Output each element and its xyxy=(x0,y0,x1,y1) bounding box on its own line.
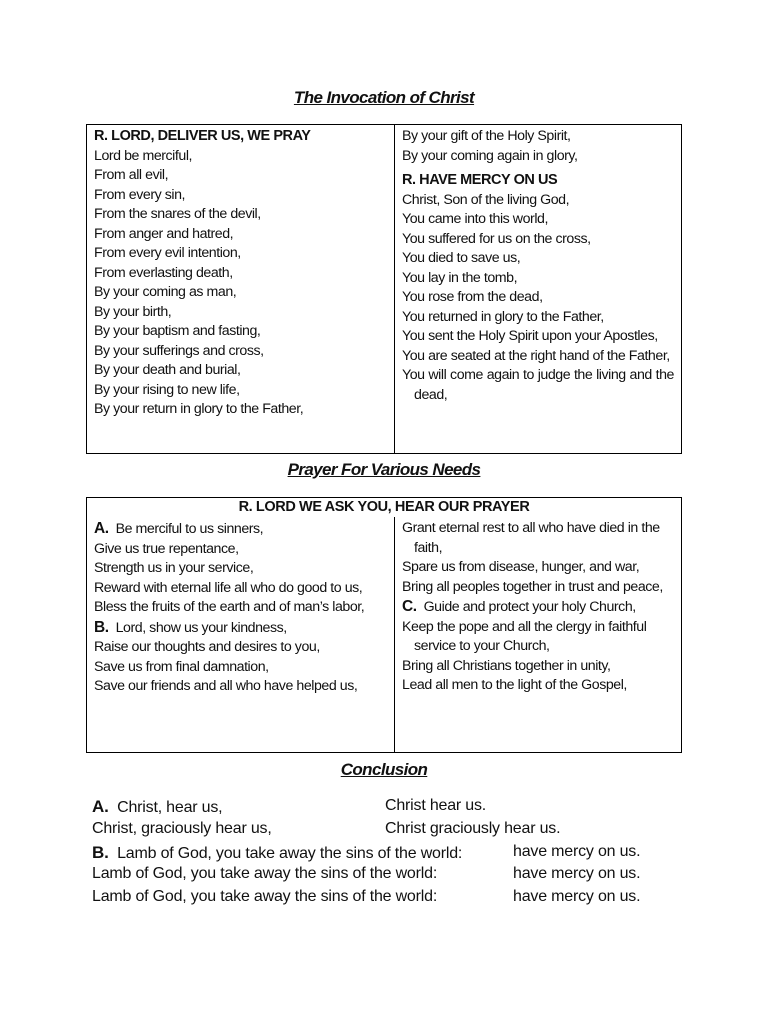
response-have-mercy: R. HAVE MERCY ON US xyxy=(402,172,558,188)
list-item: By your death and burial, xyxy=(94,362,241,378)
conclusion-reply: Christ graciously hear us. xyxy=(385,820,561,837)
needs-a-list xyxy=(94,540,387,618)
section-title-conclusion: Conclusion xyxy=(340,760,428,779)
invocation-right-top-list xyxy=(402,127,674,166)
list-item: Lord be merciful, xyxy=(94,147,193,164)
conclusion-reply: have mercy on us. xyxy=(513,865,641,882)
marker-c: C. xyxy=(402,598,417,615)
list-item: Save our friends and all who have helped us, xyxy=(94,678,358,694)
marker-a: A. xyxy=(94,520,109,537)
needs-c-list xyxy=(402,618,674,696)
list-item: Reward with eternal life all who do good to us, xyxy=(94,579,363,596)
list-item: From every evil intention, xyxy=(94,245,241,261)
needs-left-column xyxy=(87,517,395,752)
conclusion-call: Lamb of God, you take away the sins of the world: xyxy=(92,865,438,882)
section-title-invocation: The Invocation of Christ xyxy=(293,88,475,107)
conclusion-row xyxy=(92,797,487,817)
list-item: You came into this world, xyxy=(402,211,548,227)
list-item: By your return in glory to the Father, xyxy=(94,401,304,417)
list-item: From all evil, xyxy=(94,167,169,183)
invocation-table xyxy=(86,124,682,454)
list-item: Save us from final damnation, xyxy=(94,658,269,675)
list-item: Lead all men to the light of the Gospel, xyxy=(402,677,627,693)
response-deliver-us: R. LORD, DELIVER US, WE PRAY xyxy=(94,128,311,144)
list-item: Grant eternal rest to all who have died in the faith, xyxy=(402,520,660,556)
conclusion-marker: B. xyxy=(92,843,109,862)
conclusion-row xyxy=(92,888,641,906)
list-item: You suffered for us on the cross, xyxy=(402,230,591,247)
invocation-left-list xyxy=(94,147,387,420)
needs-a-first-line xyxy=(94,519,387,540)
list-item: By your baptism and fasting, xyxy=(94,323,261,339)
needs-table xyxy=(86,497,682,753)
list-item: By your gift of the Holy Spirit, xyxy=(402,128,571,144)
list-item: You sent the Holy Spirit upon your Apostles, xyxy=(402,328,658,344)
conclusion-reply: Christ hear us. xyxy=(385,797,487,814)
list-item: Bless the fruits of the earth and of man’s labor, xyxy=(94,599,365,615)
needs-a-first-text: Be merciful to us sinners, xyxy=(115,521,264,537)
list-item: You returned in glory to the Father, xyxy=(402,308,604,325)
list-item: You rose from the dead, xyxy=(402,289,543,305)
response-hear-our-prayer: R. LORD WE ASK YOU, HEAR OUR PRAYER xyxy=(238,499,530,515)
list-item: By your rising to new life, xyxy=(94,381,240,398)
list-item: By your birth, xyxy=(94,303,172,320)
needs-b-first-text: Lord, show us your kindness, xyxy=(115,619,287,636)
list-item: From the snares of the devil, xyxy=(94,206,261,222)
list-item: By your sufferings and cross, xyxy=(94,342,264,359)
list-item: You will come again to judge the living and the dead, xyxy=(402,367,674,403)
needs-c-first-text: Guide and protect your holy Church, xyxy=(423,599,636,615)
list-item: By your coming again in glory, xyxy=(402,147,578,164)
list-item: Raise our thoughts and desires to you, xyxy=(94,639,320,655)
list-item: Spare us from disease, hunger, and war, xyxy=(402,559,640,575)
list-item: Give us true repentance, xyxy=(94,540,239,557)
conclusion-call: Lamb of God, you take away the sins of the world: xyxy=(117,845,463,862)
list-item: By your coming as man, xyxy=(94,284,237,300)
section-title-needs: Prayer For Various Needs xyxy=(287,460,481,479)
conclusion-call: Lamb of God, you take away the sins of the world: xyxy=(92,888,438,905)
invocation-right-list xyxy=(402,191,674,406)
list-item: Bring all Christians together in unity, xyxy=(402,657,611,674)
list-item: From every sin, xyxy=(94,186,186,203)
needs-b-first-line xyxy=(94,618,387,639)
list-item: From everlasting death, xyxy=(94,264,233,281)
invocation-right-column xyxy=(395,125,681,453)
conclusion-reply: have mercy on us. xyxy=(513,843,641,860)
list-item: You lay in the tomb, xyxy=(402,269,518,286)
needs-right-list xyxy=(402,519,674,597)
conclusion-row xyxy=(92,865,641,883)
needs-b-list xyxy=(94,638,387,697)
conclusion-row xyxy=(92,843,641,863)
list-item: Strength us in your service, xyxy=(94,560,254,576)
needs-right-column xyxy=(395,517,681,752)
conclusion-call: Christ, hear us, xyxy=(117,799,223,816)
invocation-left-column xyxy=(87,125,395,453)
list-item: You died to save us, xyxy=(402,250,521,266)
list-item: Keep the pope and all the clergy in faithful service to your Church, xyxy=(402,618,647,654)
conclusion-call: Christ, graciously hear us, xyxy=(92,820,272,837)
list-item: Christ, Son of the living God, xyxy=(402,191,570,208)
list-item: You are seated at the right hand of the Father, xyxy=(402,347,670,364)
list-item: Bring all peoples together in trust and peace, xyxy=(402,578,663,595)
conclusion-row xyxy=(92,820,561,838)
marker-b: B. xyxy=(94,618,109,636)
list-item: From anger and hatred, xyxy=(94,225,234,242)
conclusion-reply: have mercy on us. xyxy=(513,888,641,905)
conclusion-marker: A. xyxy=(92,797,109,816)
needs-c-first-line xyxy=(402,597,674,618)
